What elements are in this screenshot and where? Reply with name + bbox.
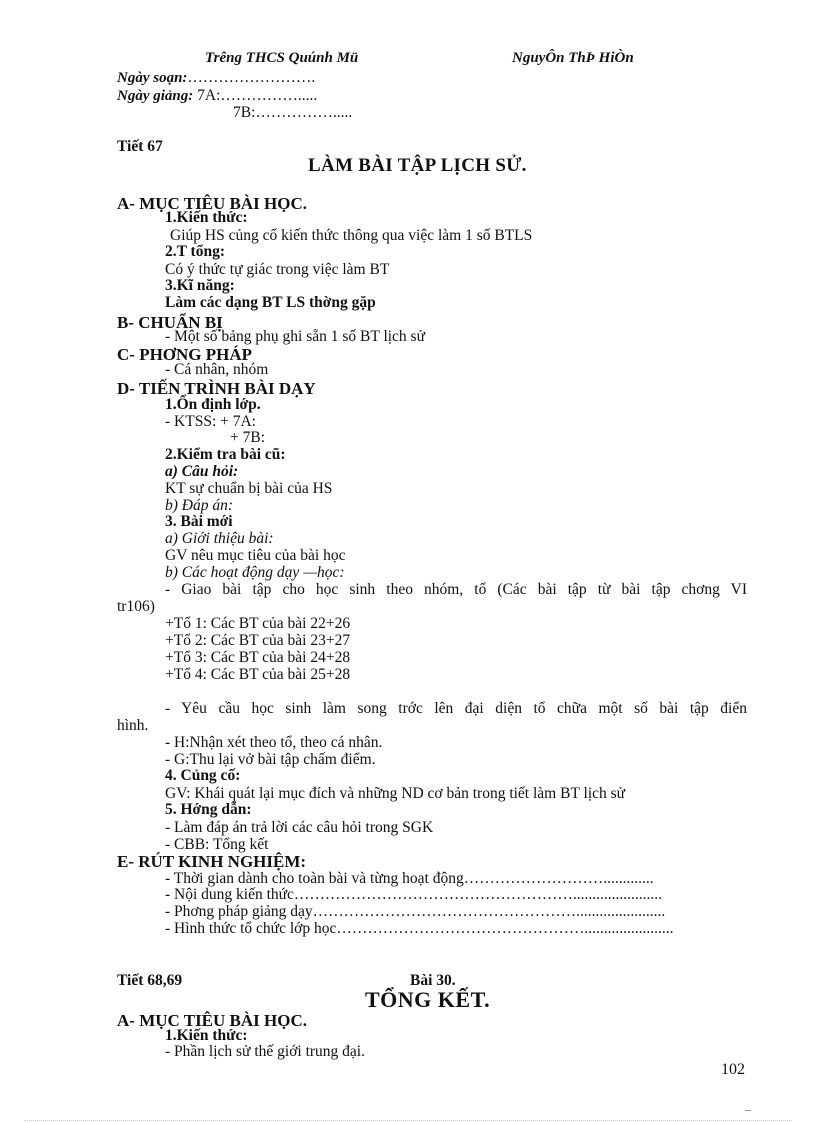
d2-answer-label: b) Đáp án:: [165, 497, 234, 514]
school-name: Trêng THCS Quúnh Mü: [205, 50, 359, 66]
a3-heading: 3.Kĩ năng:: [165, 277, 235, 294]
d3-intro-text: GV nêu mục tiêu của bài học: [165, 547, 346, 564]
date-prepared: [117, 69, 315, 87]
a1-text: Giúp HS củng cố kiến thức thông qua việc làm 1 số BTLS: [170, 227, 533, 244]
e-line: - Thời gian dành cho toàn bài và từng hoạt động……………………….............: [165, 870, 654, 887]
lesson-2-title: TỔNG KẾT.: [365, 987, 491, 1012]
lesson-2-a1-heading: 1.Kiến thức:: [165, 1027, 248, 1044]
d3-heading: 3. Bài mới: [165, 513, 233, 530]
d3-paragraph-1: - Giao bài tập cho học sinh theo nhóm, tổ (Các bài tập từ bài tập chơng VI: [165, 581, 747, 598]
e-line: - Phơng pháp giảng dạy…………………………………………….......................: [165, 903, 666, 920]
d4-heading: 4. Củng cố:: [165, 767, 241, 784]
lesson-number: Bài 30.: [410, 972, 456, 989]
underline-mark: _: [745, 1098, 751, 1112]
page-bottom-border: [24, 1120, 792, 1121]
d2-heading: 2.Kiểm tra bài cũ:: [165, 446, 286, 463]
section-c-heading: C- PHƠNG PHÁP: [117, 345, 253, 364]
a1-heading: 1.Kiến thức:: [165, 209, 248, 226]
period-68-69: Tiết 68,69: [117, 972, 183, 989]
date-taught: [117, 87, 317, 105]
a2-heading: 2.T tổng:: [165, 243, 226, 260]
d1-heading: 1.Ổn định lớp.: [165, 396, 261, 413]
d1-line-1: - KTSS: + 7A:: [165, 413, 256, 430]
d4-text: GV: Khái quát lại mục đích và những ND cơ bản trong tiết làm BT lịch sử: [165, 785, 626, 802]
group-item: +Tổ 4: Các BT của bài 25+28: [165, 666, 351, 683]
d5-line-1: - Làm đáp án trả lời các câu hỏi trong SGK: [165, 819, 434, 836]
teacher-name: NguyÔn ThÞ HiÒn: [512, 50, 634, 66]
date-taught-label: Ngày giảng:: [117, 88, 194, 104]
group-item: +Tổ 1: Các BT của bài 22+26: [165, 615, 351, 632]
date-prepared-label: Ngày soạn:: [117, 70, 188, 86]
d3-paragraph-2: - Yêu cầu học sinh làm song trớc lên đại diện tổ chữa một số bài tập điển: [165, 700, 747, 717]
section-d-heading: D- TIẾN TRÌNH BÀI DẠY: [117, 379, 316, 398]
lesson-2-a1-text: - Phần lịch sử thế giới trung đại.: [165, 1043, 365, 1060]
b-text: - Một số bảng phụ ghi sẵn 1 số BT lịch sử: [165, 328, 425, 345]
e-line: - Hình thức tổ chức lớp học………………………………………….......................: [165, 920, 674, 937]
section-a-heading: A- MỤC TIÊU BÀI HỌC.: [117, 194, 308, 213]
d3-student-task: - H:Nhận xét theo tổ, theo cá nhân.: [165, 734, 383, 751]
page-number: 102: [721, 1061, 745, 1078]
d3-teacher-task: - G:Thu lại vở bài tập chấm điểm.: [165, 751, 376, 768]
d2-question-text: KT sự chuẩn bị bài của HS: [165, 480, 333, 497]
d3-paragraph-2-end: hình.: [117, 717, 149, 734]
group-item: +Tổ 2: Các BT của bài 23+27: [165, 632, 351, 649]
e-line: - Nội dung kiến thức……………………………………………….......................: [165, 886, 663, 903]
class-7a: 7A:…………….....: [197, 87, 318, 104]
d3-activities-label: b) Các hoạt động dạy —học:: [165, 564, 345, 581]
a2-text: Có ý thức tự giác trong việc làm BT: [165, 261, 390, 278]
date-prepared-dots: …………………….: [187, 69, 316, 86]
section-b-heading: B- CHUẨN BỊ: [117, 313, 223, 332]
a3-text: Làm các dạng BT LS thờng gặp: [165, 294, 376, 311]
d3-paragraph-1-end: tr106): [117, 598, 155, 615]
period-67: Tiết 67: [117, 138, 163, 155]
c-text: - Cá nhân, nhóm: [165, 361, 269, 378]
lesson-title: LÀM BÀI TẬP LỊCH SỬ.: [308, 155, 527, 176]
d2-question-label: a) Câu hỏi:: [165, 463, 239, 480]
class-7b: 7B:…………….....: [233, 104, 353, 121]
d1-line-2: + 7B:: [230, 429, 266, 446]
lesson-2-section-a-heading: A- MỤC TIÊU BÀI HỌC.: [117, 1011, 308, 1030]
group-item: +Tổ 3: Các BT của bài 24+28: [165, 649, 351, 666]
d5-heading: 5. Hớng dẫn:: [165, 801, 252, 818]
d5-line-2: - CBB: Tổng kết: [165, 836, 269, 853]
section-e-heading: E- RÚT KINH NGHIỆM:: [117, 852, 307, 871]
d3-intro-label: a) Giới thiệu bài:: [165, 530, 274, 547]
